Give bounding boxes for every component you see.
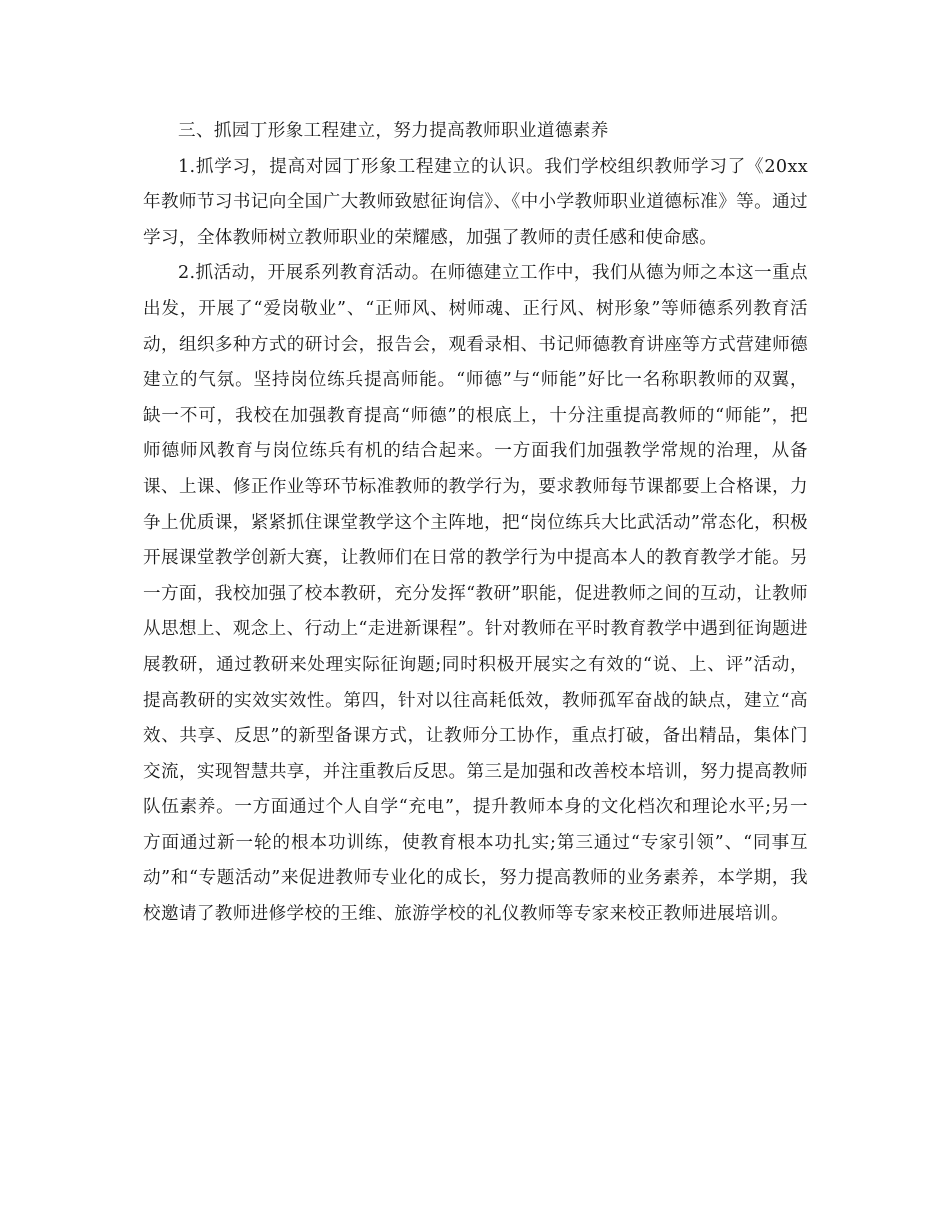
document-body [143, 114, 808, 933]
paragraph-study: 1.抓学习，提高对园丁形象工程建立的认识。我们学校组织教师学习了《20xx年教师节习书记向全国广大教师致慰征询信》、《中小学教师职业道德标准》等。通过学习，全体教师树立教师职业的荣耀感，加强了教师的责任感和使命感。 [143, 156, 808, 248]
paragraph-activities: 2.抓活动，开展系列教育活动。在师德建立工作中，我们从德为师之本这一重点出发，开展了“爱岗敬业”、“正师风、树师魂、正行风、树形象”等师德系列教育活动，组织多种方式的研讨会，报告会，观看录相、书记师德教育讲座等方式营建师德建立的气氛。坚持岗位练兵提高师能。“师德”与“师能”好比一名称职教师的双翼，缺一不可，我校在加强教育提高“师德”的根底上，十分注重提高教师的“师能”，把师德师风教育与岗位练兵有机的结合起来。一方面我们加强教学常规的治理，从备课、上课、修正作业等环节标准教师的教学行为，要求教师每节课都要上合格课，力争上优质课，紧紧抓住课堂教学这个主阵地，把“岗位练兵大比武活动”常态化，积极开展课堂教学创新大赛，让教师们在日常的教学行为中提高本人的教育教学才能。另一方面，我校加强了校本教研，充分发挥“教研”职能，促进教师之间的互动，让教师从思想上、观念上、行动上“走进新课程”。针对教师在平时教育教学中遇到征询题进展教研，通过教研来处理实际征询题;同时积极开展实之有效的“说、上、评”活动，提高教研的实效实效性。第四，针对以往高耗低效，教师孤军奋战的缺点，建立“高效、共享、反思”的新型备课方式，让教师分工协作，重点打破，备出精品，集体门交流，实现智慧共享，并注重教后反思。第三是加强和改善校本培训，努力提高教师队伍素养。一方面通过个人自学“充电”，提升教师本身的文化档次和理论水平;另一方面通过新一轮的根本功训练，使教育根本功扎实;第三通过“专家引领”、“同事互动”和“专题活动”来促进教师专业化的成长，努力提高教师的业务素养，本学期，我校邀请了教师进修学校的王维、旅游学校的礼仪教师等专家来校正教师进展培训。 [143, 263, 808, 925]
section-heading: 三、抓园丁形象工程建立，努力提高教师职业道德素养 [178, 121, 609, 141]
